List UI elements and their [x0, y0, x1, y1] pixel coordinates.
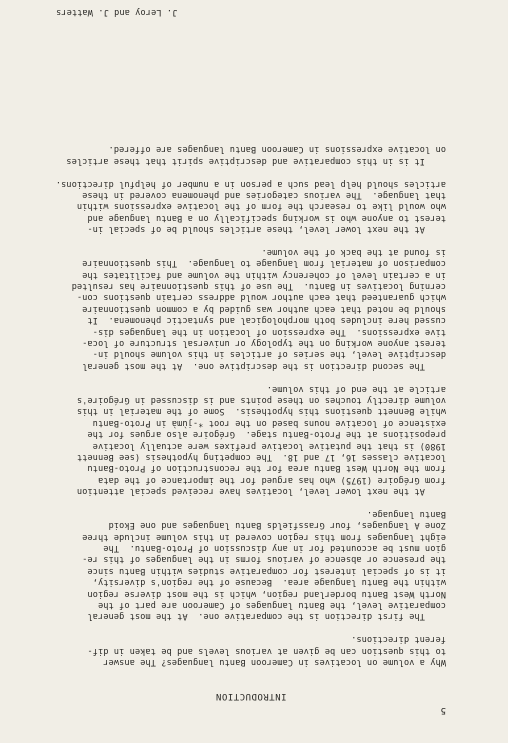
text-line: existence of locative nouns based on the root *-jùmà in Proto-Bantu [92, 417, 446, 428]
paragraph [56, 382, 446, 496]
text-line: while Bennett questions this hypothesis. Some of the material in this [76, 406, 446, 417]
text-line: to this question can be given at various levels and be taken in dif- [87, 645, 446, 656]
text-line: prepositions at the Proto-Bantu stage. Grégoire also argues for the [87, 429, 446, 440]
text-line: 1980) is that the putative locative prefixes were actually locative [92, 440, 446, 451]
text-line: Why a volume on locatives in Cameroon Bantu languages? The answer [103, 657, 446, 667]
paragraph [56, 246, 446, 371]
text-line: is found at the back of the volume. [261, 246, 446, 257]
text-line: terest to anyone who is working specifically on a Bantu language and [87, 212, 446, 223]
text-line: on locative expressions in Cameroon Bantu languages are offered. [108, 144, 446, 155]
text-line: locative classes 16, 17 and 18. The competing hypothesis (see Bennett [76, 451, 446, 462]
text-line: in a certain level of coherency within the volume and facilitates the [82, 269, 446, 280]
text-line: the presence or absence of various forms in the languages of this re- [82, 554, 446, 565]
text-line: eight languages from this region covered in this volume include three [82, 531, 446, 542]
text-line: who would like to research the form of the locative expressions within [76, 201, 446, 212]
text-line: cussed here includes both morphological and syntactic phenomena. It [87, 315, 446, 326]
paragraph [56, 633, 446, 667]
page-title: INTRODUCTION [215, 691, 287, 701]
text-line: which guaranteed that each author would address certain questions con- [76, 292, 446, 303]
paragraph [56, 177, 446, 234]
text-line: volume directly touches on these points and is discussed in Grégoire's [76, 395, 446, 406]
text-line: within the Bantu language area. Because of the region's diversity, [92, 577, 446, 588]
paragraphs [56, 132, 446, 667]
text-line: It is in this comparative and descriptive spirit that these articles [66, 155, 446, 166]
text-line: articles should help lead such a person in a number of helpful directions. [55, 178, 446, 189]
text-line: it is of special interest for comparative studies within Bantu since [87, 565, 446, 576]
text-line: ferent directions. [351, 634, 446, 645]
text-line: gion must be accounted for in any discussion of Proto-Bantu. The [103, 543, 446, 554]
text-line: should be noted that each author was guided by a common questionnaire [82, 303, 446, 314]
text-line: comparative level, the Bantu languages of Cameroon are part of the [97, 600, 446, 611]
text-line: At the next lower level, locatives have received special attention [76, 486, 446, 497]
text-line: tive expressions. The expression of location in the languages dis- [92, 326, 446, 337]
text-line: from Grégoire (1975) who has argued for the importance of the data [97, 474, 446, 485]
text-line: Zone A languages, four Grassfields Bantu languages and one Ekoid [108, 520, 446, 531]
paragraph [56, 508, 446, 622]
author-signature: J. Leroy and J. Watters [56, 7, 178, 17]
text-line: Bantu language. [366, 508, 446, 519]
text-line: The first direction is the comparative one. At the most general [87, 611, 446, 622]
text-line: At the next lower level, these articles should be of special in- [87, 224, 446, 235]
page-number: 5 [440, 705, 446, 715]
text-line: comparison of material from language to language. This questionnaire [82, 258, 446, 269]
text-line: cerning locatives in Bantu. The use of this questionnaire has resulted [71, 281, 446, 292]
text-line: descriptive level, the series of articles in this volume should in- [92, 349, 446, 360]
text-line: North West Bantu borderland region, which is the most diverse region [87, 588, 446, 599]
text-line: The second direction is the descriptive one. At the most general [82, 360, 446, 371]
text-line: terest anyone working on the typology or universal structure of loca- [82, 338, 446, 349]
text-line: article at the end of this volume. [266, 383, 446, 394]
paragraph [56, 143, 446, 166]
text-line: that language. The various categories and phenomena covered in these [82, 189, 446, 200]
text-line: from the North West Bantu area for the reconstruction of Proto-Bantu [87, 463, 446, 474]
